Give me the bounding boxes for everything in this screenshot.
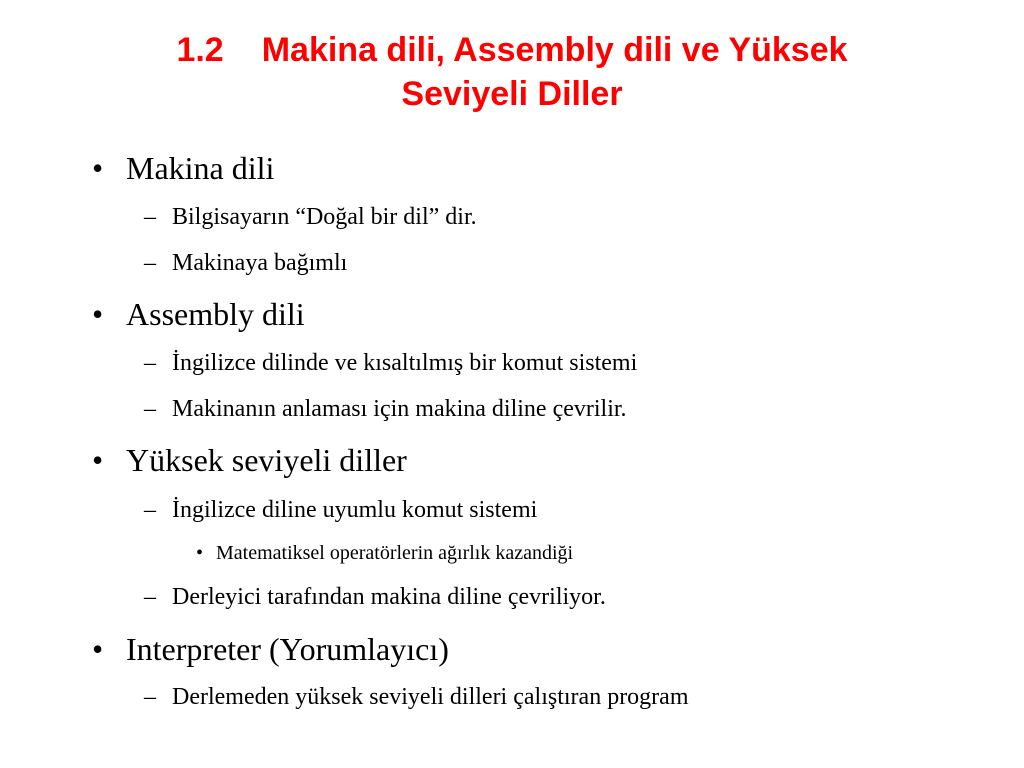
bullet-marker: • [92, 296, 104, 332]
bullet-marker: • [92, 631, 104, 667]
bullet-marker-small: • [196, 542, 204, 564]
dash-marker: – [144, 250, 156, 276]
section-number: 1.2 [176, 31, 224, 69]
title-text-1: Makina dili, Assembly dili ve Yüksek [261, 31, 848, 69]
bullet-item: Yüksek seviyeli diller [126, 442, 407, 478]
dash-marker: – [144, 204, 156, 230]
sub-item: İngilizce dilinde ve kısaltılmış bir komut sistemi [172, 350, 638, 376]
sub-item: İngilizce diline uyumlu komut sistemi [172, 497, 538, 523]
bullet-marker: • [92, 150, 104, 186]
sub-item: Bilgisayarın “Doğal bir dil” dir. [172, 204, 477, 230]
dash-marker: – [144, 396, 156, 422]
sub-item: Derlemeden yüksek seviyeli dilleri çalıştıran program [172, 684, 689, 710]
sub-item: Derleyici tarafından makina diline çevriliyor. [172, 584, 606, 610]
bullet-marker: • [92, 442, 104, 478]
dash-marker: – [144, 350, 156, 376]
sub-sub-item: Matematiksel operatörlerin ağırlık kazandiği [216, 542, 574, 564]
dash-marker: – [144, 497, 156, 523]
sub-item: Makinaya bağımlı [172, 250, 348, 276]
bullet-item: Makina dili [126, 150, 275, 186]
slide-title-line-2: Seviyeli Diller [401, 75, 623, 113]
sub-item: Makinanın anlaması için makina diline çevrilir. [172, 396, 627, 422]
dash-marker: – [144, 584, 156, 610]
bullet-item: Assembly dili [126, 296, 305, 332]
bullet-item: Interpreter (Yorumlayıcı) [126, 631, 449, 667]
dash-marker: – [144, 684, 156, 710]
